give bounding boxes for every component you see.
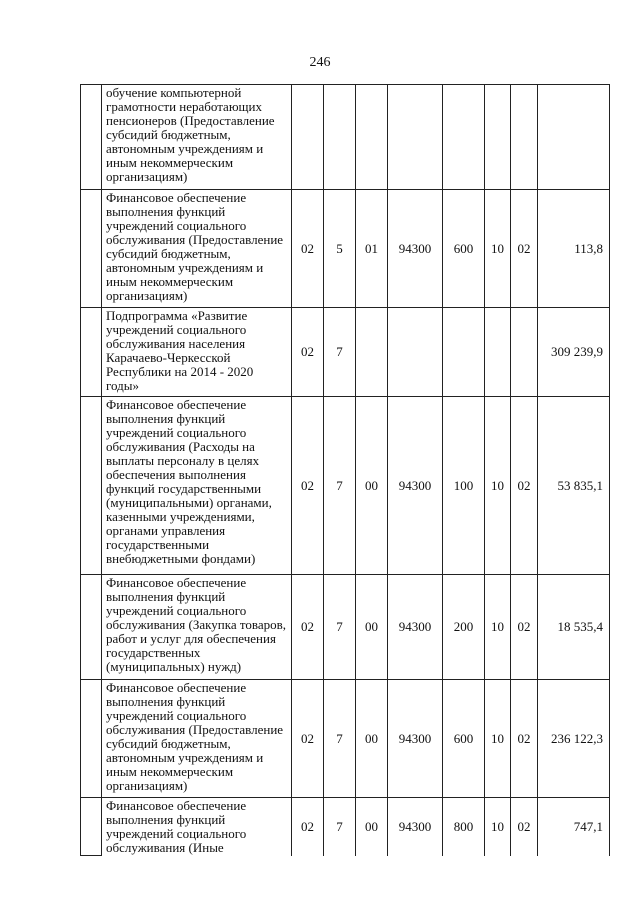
code-cell: 94300 (388, 575, 443, 680)
code-cell: 600 (443, 680, 485, 798)
amount-cell: 747,1 (538, 798, 610, 856)
description-cell: Финансовое обеспечение выполнения функций учреждений социального обслуживания (Расходы на выплаты персоналу в целях обеспечения выполнения функций государственными (муниципальными) органами, казенными учреждениями, органами управления государственными внебюджетными фондами) (102, 397, 292, 575)
code-cell (511, 85, 538, 190)
code-cell: 7 (324, 680, 356, 798)
code-cell: 02 (511, 680, 538, 798)
page-number: 246 (309, 55, 331, 70)
code-cell: 100 (443, 397, 485, 575)
description-cell: Финансовое обеспечение выполнения функций учреждений социального обслуживания (Предоставление субсидий бюджетным, автономным учреждениям и иным некоммерческим организациям) (102, 190, 292, 308)
description-cell: Финансовое обеспечение выполнения функций учреждений социального обслуживания (Закупка товаров, работ и услуг для обеспечения государственных (муниципальных) нужд) (102, 575, 292, 680)
code-cell: 200 (443, 575, 485, 680)
code-cell: 00 (356, 680, 388, 798)
index-cell (81, 575, 102, 680)
code-cell (292, 85, 324, 190)
table-row (81, 397, 610, 575)
table-row (81, 308, 610, 397)
code-cell: 02 (292, 190, 324, 308)
description-cell: Подпрограмма «Развитие учреждений социального обслуживания населения Карачаево-Черкесской Республики на 2014 - 2020 годы» (102, 308, 292, 397)
code-cell: 10 (485, 680, 511, 798)
code-cell: 00 (356, 798, 388, 856)
code-cell: 10 (485, 397, 511, 575)
index-cell (81, 85, 102, 190)
code-cell (485, 308, 511, 397)
amount-cell: 113,8 (538, 190, 610, 308)
amount-cell: 53 835,1 (538, 397, 610, 575)
code-cell: 02 (511, 798, 538, 856)
code-cell: 02 (292, 680, 324, 798)
amount-cell: 309 239,9 (538, 308, 610, 397)
amount-cell: 236 122,3 (538, 680, 610, 798)
table-row (81, 190, 610, 308)
code-cell: 02 (292, 575, 324, 680)
budget-table (80, 84, 610, 856)
code-cell: 01 (356, 190, 388, 308)
code-cell: 94300 (388, 680, 443, 798)
index-cell (81, 397, 102, 575)
code-cell (443, 85, 485, 190)
code-cell: 10 (485, 190, 511, 308)
code-cell: 02 (292, 397, 324, 575)
code-cell: 02 (292, 308, 324, 397)
table-bottom-edge (80, 855, 101, 856)
code-cell: 10 (485, 575, 511, 680)
code-cell (443, 308, 485, 397)
code-cell (324, 85, 356, 190)
table-row (81, 85, 610, 190)
table-row (81, 798, 610, 856)
code-cell: 02 (292, 798, 324, 856)
code-cell: 7 (324, 308, 356, 397)
code-cell: 7 (324, 798, 356, 856)
code-cell: 94300 (388, 397, 443, 575)
code-cell: 00 (356, 575, 388, 680)
code-cell (511, 308, 538, 397)
code-cell: 7 (324, 397, 356, 575)
code-cell: 600 (443, 190, 485, 308)
index-cell (81, 308, 102, 397)
index-cell (81, 798, 102, 856)
code-cell: 02 (511, 397, 538, 575)
code-cell (356, 85, 388, 190)
code-cell (485, 85, 511, 190)
index-cell (81, 190, 102, 308)
code-cell: 800 (443, 798, 485, 856)
code-cell: 02 (511, 575, 538, 680)
description-cell: Финансовое обеспечение выполнения функций учреждений социального обслуживания (Иные (102, 798, 292, 856)
description-cell: Финансовое обеспечение выполнения функций учреждений социального обслуживания (Предоставление субсидий бюджетным, автономным учреждениям и иным некоммерческим организациям) (102, 680, 292, 798)
code-cell: 00 (356, 397, 388, 575)
code-cell: 02 (511, 190, 538, 308)
code-cell (388, 308, 443, 397)
code-cell: 10 (485, 798, 511, 856)
code-cell: 7 (324, 575, 356, 680)
table-row (81, 680, 610, 798)
table-row (81, 575, 610, 680)
amount-cell: 18 535,4 (538, 575, 610, 680)
code-cell: 94300 (388, 798, 443, 856)
description-cell: обучение компьютерной грамотности неработающих пенсионеров (Предоставление субсидий бюджетным, автономным учреждениям и иным некоммерческим организациям) (102, 85, 292, 190)
code-cell (388, 85, 443, 190)
index-cell (81, 680, 102, 798)
code-cell: 94300 (388, 190, 443, 308)
amount-cell (538, 85, 610, 190)
code-cell: 5 (324, 190, 356, 308)
code-cell (356, 308, 388, 397)
